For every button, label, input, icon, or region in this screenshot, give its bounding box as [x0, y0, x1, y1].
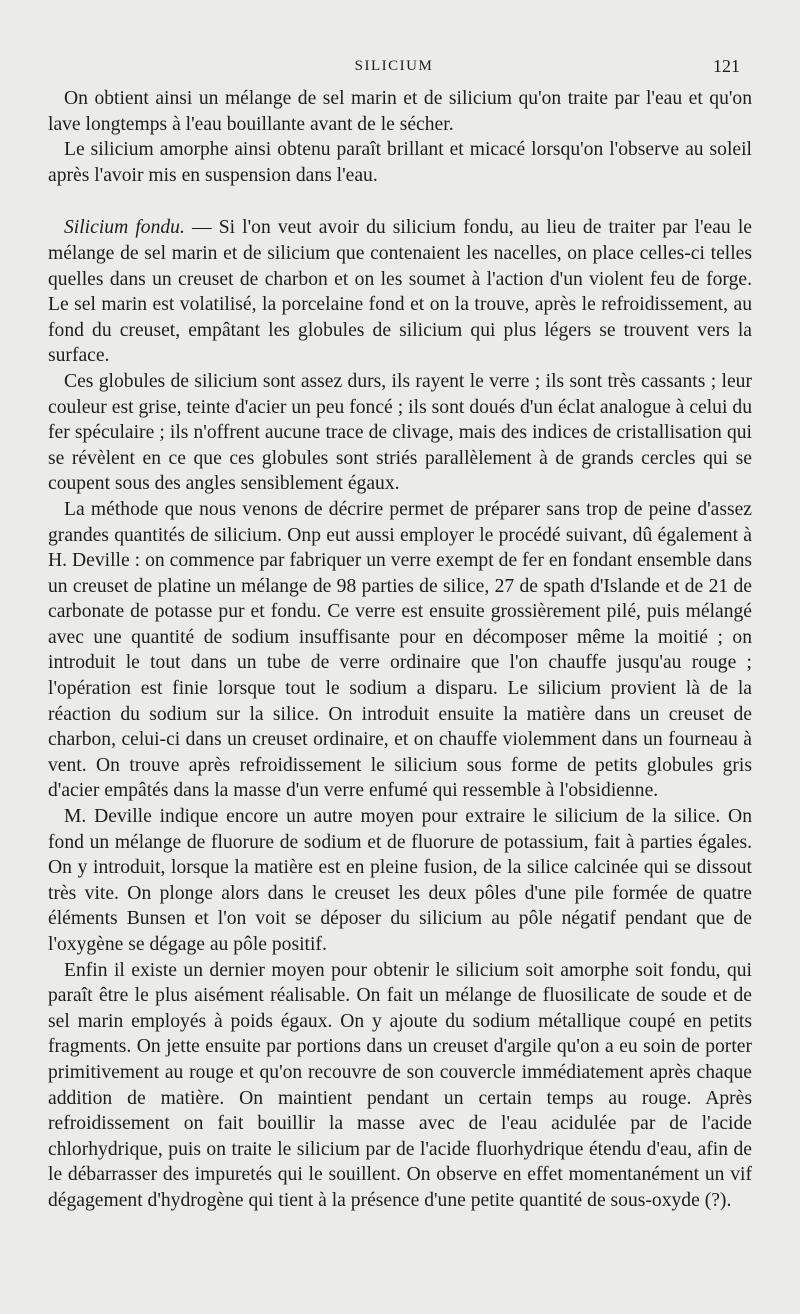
paragraph: M. Deville indique encore un autre moyen pour extraire le silicium de la silice. On fond un mélange de fluorure de sodium et de fluorure de potassium, fait à parties égales. On y introduit, lorsque la matière est en pleine fusion, de la silice calcinée qui se dissout très vite. On plonge alors dans le creuset les deux pôles d'une pile formée de quatre éléments Bunsen et l'on voit se déposer du silicium au pôle négatif pendant que de l'oxygène se dégage au pôle positif. [48, 806, 752, 955]
paragraph: Ces globules de silicium sont assez durs, ils rayent le verre ; ils sont très cassants ; leur couleur est grise, teinte d'acier un peu foncé ; ils sont doués d'un éclat analogue à celui du fer spéculaire ; ils n'offrent aucune trace de clivage, mais des indices de cristallisation qui se révèlent en ce que ces globules sont striés parallèlement à de grands cercles qui se coupent sous des angles sensiblement égaux. [48, 370, 752, 495]
section-paragraph-silicium-fondu: Silicium fondu. — Si l'on veut avoir du silicium fondu, au lieu de traiter par l'eau le mélange de sel marin et de silicium que contenaient les nacelles, on place celles-ci telles quelles dans un creuset de charbon et on les soumet à l'action d'un violent feu de forge. Le sel marin est volatilisé, la porcelaine fond et on la trouve, après le refroidissement, au fond du creuset, empâtant les globules de silicium qui plus légers se trouvent vers la surface. [48, 217, 752, 367]
running-title: SILICIUM [354, 58, 434, 74]
running-head [48, 56, 740, 80]
body-text [48, 86, 752, 1214]
paragraph: La méthode que nous venons de décrire permet de préparer sans trop de peine d'assez grandes quantités de silicium. Onp eut aussi employer le procédé suivant, dû également à H. Deville : on commence par fabriquer un verre exempt de fer en fondant ensemble dans un creuset de platine un mélange de 98 parties de silice, 27 de spath d'Islande et de 21 de carbonate de potasse pur et fondu. Ce verre est ensuite grossièrement pilé, puis mélangé avec une quantité de sodium insuffisante pour en décomposer même la moitié ; on introduit le tout dans un tube de verre ordinaire que l'on chauffe jusqu'au rouge ; l'opération est finie lorsque tout le sodium a disparu. Le silicium provient là de la réaction du sodium sur la silice. On introduit ensuite la matière dans un creuset de charbon, celui-ci dans un creuset ordinaire, et on chauffe violemment dans un fourneau à vent. On trouve après refroidissement le silicium sous forme de petits globules gris d'acier empâtés dans la masse d'un verre enfumé qui ressemble à l'obsidienne. [48, 498, 752, 802]
page-number: 121 [713, 56, 740, 76]
paragraph: Enfin il existe un dernier moyen pour obtenir le silicium soit amorphe soit fondu, qui paraît être le plus aisément réalisable. On fait un mélange de fluosilicate de soude et de sel marin employés à poids égaux. On y ajoute du sodium métallique coupé en petits fragments. On jette ensuite par portions dans un creuset d'argile qu'on a eu soin de porter primitivement au rouge et qu'on recouvre de son couvercle immédiatement après chaque addition de matière. On maintient pendant un certain temps au rouge. Après refroidissement on fait bouillir la masse avec de l'eau acidulée par de l'acide chlorhydrique, puis on traite le silicium par de l'acide fluorhydrique étendu d'eau, afin de le débarrasser des impuretés qui le souillent. On observe en effet momentanément un vif dégagement d'hydrogène qui tient à la présence d'une petite quantité de sous-oxyde (?). [48, 959, 752, 1211]
paragraph: On obtient ainsi un mélange de sel marin et de silicium qu'on traite par l'eau et qu'on lave longtemps à l'eau bouillante avant de le sécher. [48, 88, 752, 135]
section-run-in-heading: Silicium fondu. [64, 217, 185, 239]
paragraph: Le silicium amorphe ainsi obtenu paraît brillant et micacé lorsqu'on l'observe au soleil après l'avoir mis en suspension dans l'eau. [48, 139, 752, 186]
